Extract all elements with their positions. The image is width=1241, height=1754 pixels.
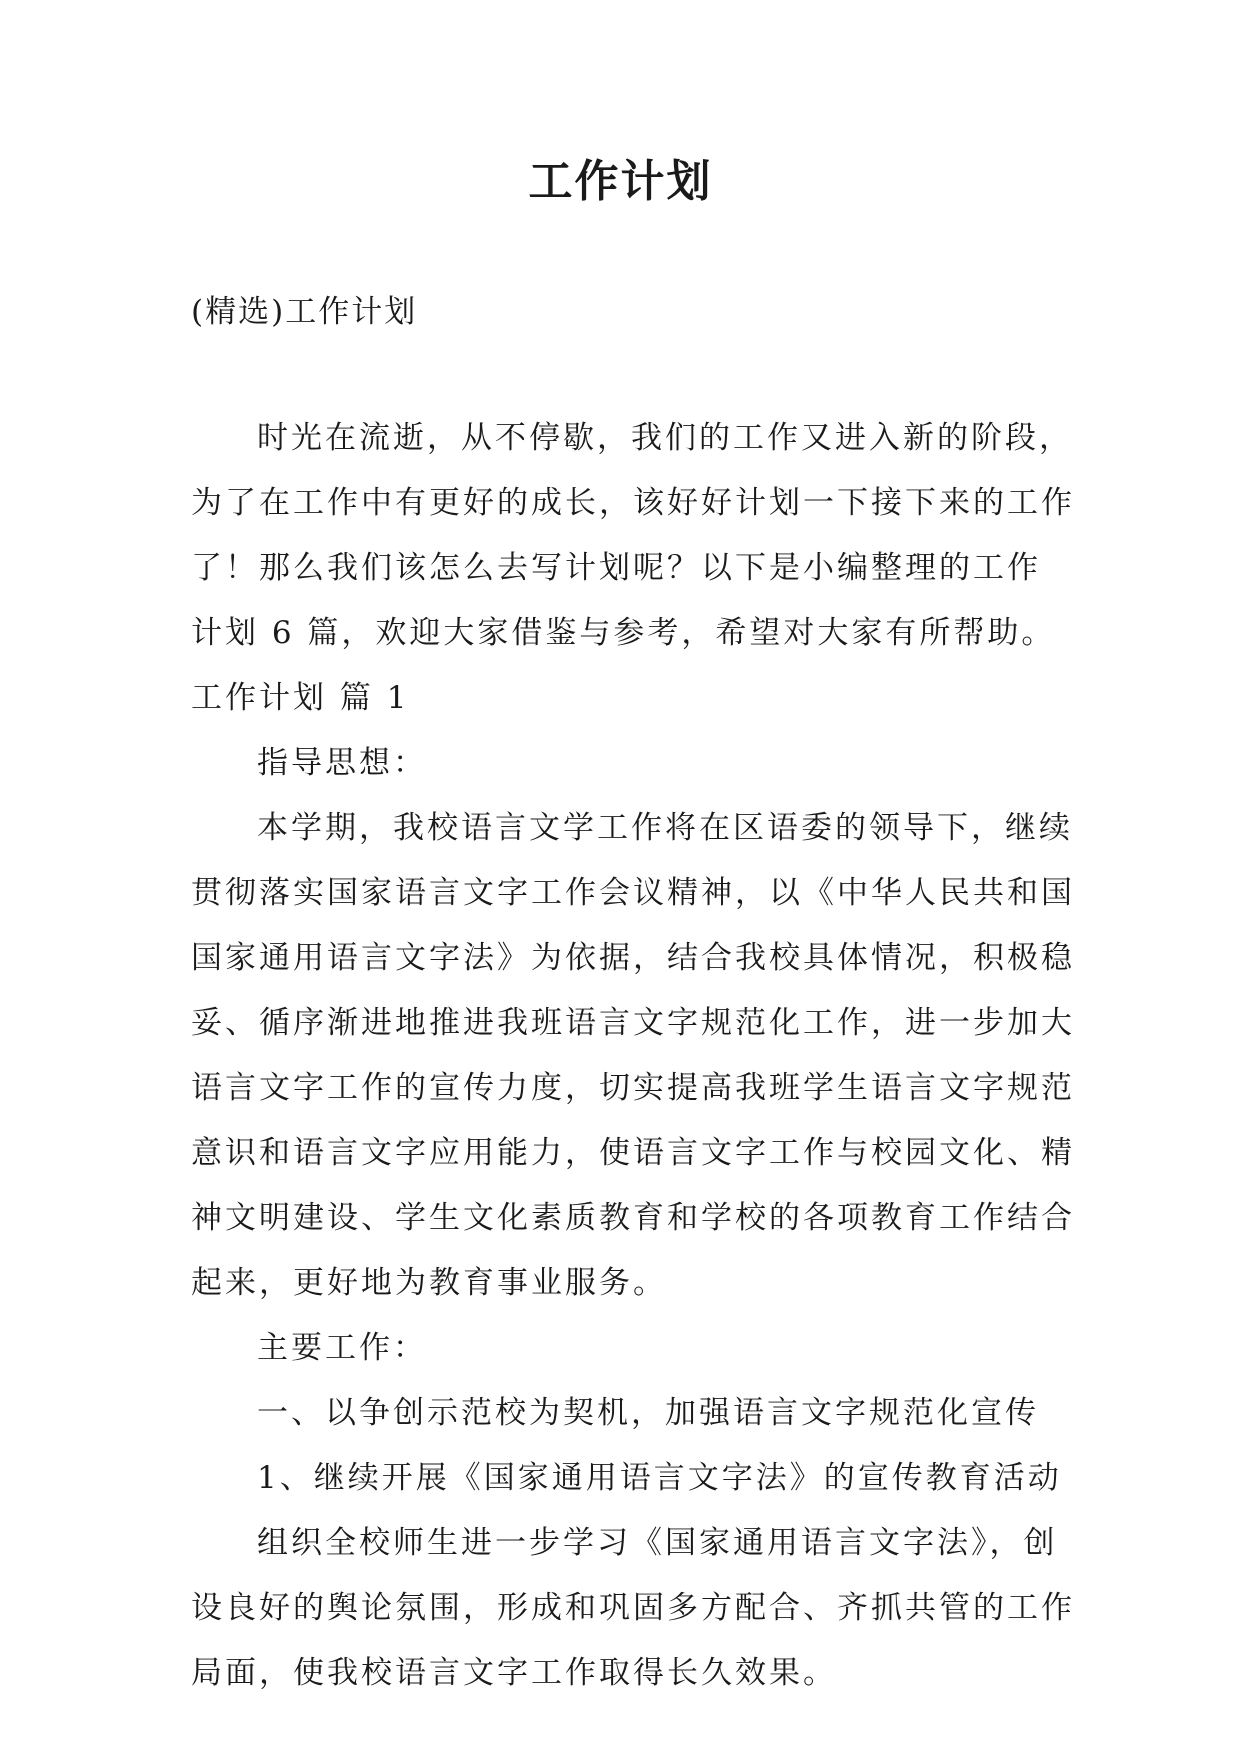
body-line: 神文明建设、学生文化素质教育和学校的各项教育工作结合 — [191, 1200, 1075, 1236]
body-line: 主要工作： — [257, 1330, 427, 1366]
body-line: 计划 6 篇，欢迎大家借鉴与参考，希望对大家有所帮助。 — [191, 615, 1056, 651]
body-line: 了！那么我们该怎么去写计划呢？以下是小编整理的工作 — [191, 550, 1041, 586]
body-line: 一、以争创示范校为契机，加强语言文字规范化宣传 — [257, 1395, 1039, 1431]
body-line: 组织全校师生进一步学习《国家通用语言文字法》，创 — [257, 1525, 1058, 1561]
body-line: 时光在流逝，从不停歇，我们的工作又进入新的阶段， — [257, 420, 1073, 456]
body-line: 1、继续开展《国家通用语言文字法》的宣传教育活动 — [257, 1460, 1062, 1496]
body-line: 本学期，我校语言文学工作将在区语委的领导下，继续 — [257, 810, 1073, 846]
document-subtitle: (精选)工作计划 — [191, 294, 418, 330]
body-line: 贯彻落实国家语言文字工作会议精神，以《中华人民共和国 — [191, 875, 1075, 911]
body-line: 意识和语言文字应用能力，使语言文字工作与校园文化、精 — [191, 1135, 1075, 1171]
body-line: 工作计划 篇 1 — [191, 680, 410, 716]
body-line: 语言文字工作的宣传力度，切实提高我班学生语言文字规范 — [191, 1070, 1075, 1106]
document-body — [191, 406, 1075, 1706]
body-line: 为了在工作中有更好的成长，该好好计划一下接下来的工作 — [191, 485, 1075, 521]
body-line: 局面，使我校语言文字工作取得长久效果。 — [191, 1655, 837, 1691]
body-line: 国家通用语言文字法》为依据，结合我校具体情况，积极稳 — [191, 940, 1075, 976]
body-line: 设良好的舆论氛围，形成和巩固多方配合、齐抓共管的工作 — [191, 1590, 1075, 1626]
document-title: 工作计划 — [528, 156, 713, 207]
body-line: 妥、循序渐进地推进我班语言文字规范化工作，进一步加大 — [191, 1005, 1075, 1041]
body-line: 指导思想： — [257, 745, 427, 781]
body-line: 起来，更好地为教育事业服务。 — [191, 1265, 667, 1301]
